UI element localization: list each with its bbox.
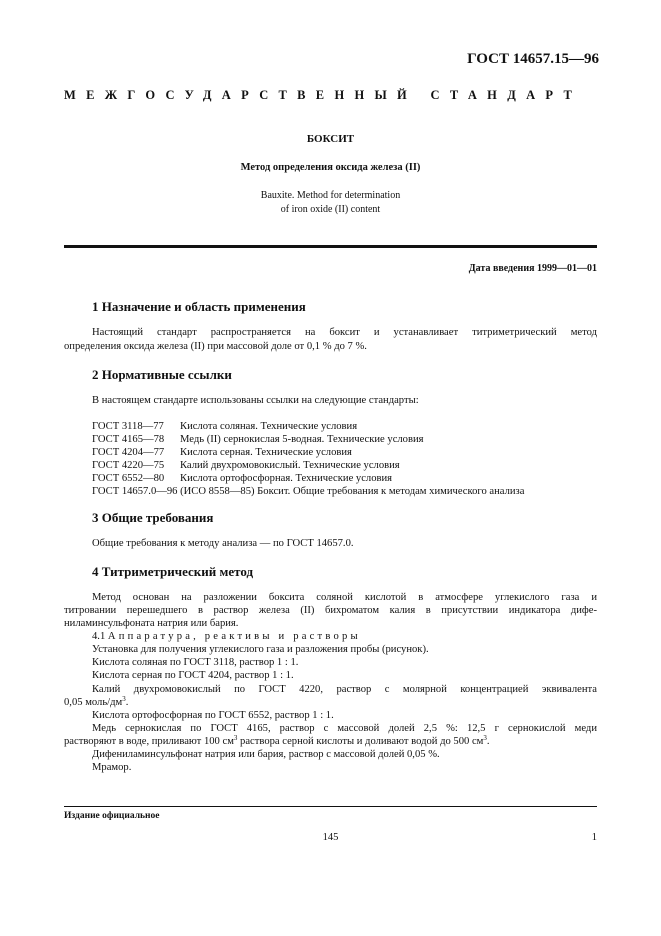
concentration-text: 0,05 моль/дм [64,697,123,708]
section-3-text: Общие требования к методу анализа — по ГОСТ 14657.0. [92,538,354,549]
reference-code: ГОСТ 3118—77 [92,421,164,432]
section-2-intro: В настоящем стандарте использованы ссылки на следующие стандарты: [92,395,419,406]
section-4-heading: 4 Титриметрический метод [92,564,254,579]
reference-title: Кислота ортофосфорная. Технические условия [180,473,393,484]
reagent-marble: Мрамор. [92,762,132,773]
reagent-diphenylamine-sulfonate: Дифениламинсульфонат натрия или бария, раствор с массовой долей 0,05 %. [92,749,440,760]
title-divider [64,245,597,248]
document-number: ГОСТ 14657.15—96 [467,51,599,67]
reference-item [92,447,352,458]
english-title-line-2: of iron oxide (II) content [280,204,381,215]
reagent-potassium-dichromate-line-2 [64,697,128,708]
official-edition-label: Издание официальное [64,811,160,821]
english-title-line-1: Bauxite. Method for determination [260,190,401,201]
reference-item [92,460,400,471]
reagent-orthophosphoric-acid: Кислота ортофосфорная по ГОСТ 6552, раствор 1 : 1. [92,710,334,721]
section-1-line-2: определения оксида железа (II) при массовой доле от 0,1 % до 7 %. [64,341,367,352]
reference-title: Медь (II) сернокислая 5-водная. Технические условия [180,434,424,445]
reference-code: ГОСТ 4165—78 [92,434,165,445]
punctuation: . [486,736,490,747]
superscript: 3 [483,734,487,742]
introduction-date: Дата введения 1999—01—01 [468,263,597,274]
reference-code: ГОСТ 4220—75 [92,460,165,471]
reference-code: ГОСТ 6552—80 [92,473,165,484]
subsection-title: Аппаратура, реактивы и растворы [107,631,361,642]
subsection-4-1-heading [92,631,361,642]
reagent-copper-sulfate-line-1: Медь сернокислая по ГОСТ 4165, раствор с массовой долей 2,5 %: 12,5 г сернокислой меди [92,723,597,734]
subsection-number: 4.1 [92,631,106,642]
document-subtitle: Метод определения оксида железа (II) [240,162,421,173]
reference-title: Кислота соляная. Технические условия [180,421,358,432]
copper-sulfate-text-b: раствора серной кислоты и доливают водой до 500 см [237,736,484,747]
section-4-para-line-2: титровании перешедшего в раствор железа (II) бихроматом калия в присутствии индикатора дифе- [64,605,597,616]
section-2-heading: 2 Нормативные ссылки [92,367,232,382]
footer-divider [64,806,597,807]
section-4-para-line-1: Метод основан на разложении боксита соляной кислотой в атмосфере углекислого газа и [92,592,597,603]
superscript: 3 [233,734,238,742]
copper-sulfate-text-a: растворяют в воде, приливают 100 см [64,736,234,747]
reagent-sulfuric-acid: Кислота серная по ГОСТ 4204, раствор 1 : 1. [92,670,294,681]
reference-item [92,473,392,484]
section-4-para-line-3: ниламинсульфоната натрия или бария. [64,618,239,629]
reference-title: Кислота серная. Технические условия [180,447,352,458]
reference-item [92,434,424,445]
interstate-standard-banner: МЕЖГОСУДАРСТВЕННЫЙ СТАНДАРТ [64,88,583,102]
document-title: БОКСИТ [306,133,355,145]
reagent-potassium-dichromate-line-1: Калий двухромовокислый по ГОСТ 4220, раствор с молярной концентрацией эквивалента [92,684,597,695]
reagent-copper-sulfate-line-2 [64,736,490,747]
sheet-number: 1 [591,832,597,843]
reference-title: Калий двухромовокислый. Технические условия [180,460,400,471]
punctuation: . [125,697,129,708]
page-number: 145 [322,832,339,843]
reference-code: ГОСТ 4204—77 [92,447,165,458]
superscript: 3 [122,695,126,703]
section-1-line-1: Настоящий стандарт распространяется на боксит и устанавливает титриметрический метод [92,327,597,338]
section-3-heading: 3 Общие требования [92,510,214,525]
section-1-heading: 1 Назначение и область применения [92,299,306,314]
reference-item [92,421,357,432]
reference-item-last: ГОСТ 14657.0—96 (ИСО 8558—85) Боксит. Общие требования к методам химического анализа [92,486,525,497]
reagent-hydrochloric-acid: Кислота соляная по ГОСТ 3118, раствор 1 : 1. [92,657,299,668]
equipment-item-co2-setup: Установка для получения углекислого газа и разложения пробы (рисунок). [92,644,429,655]
